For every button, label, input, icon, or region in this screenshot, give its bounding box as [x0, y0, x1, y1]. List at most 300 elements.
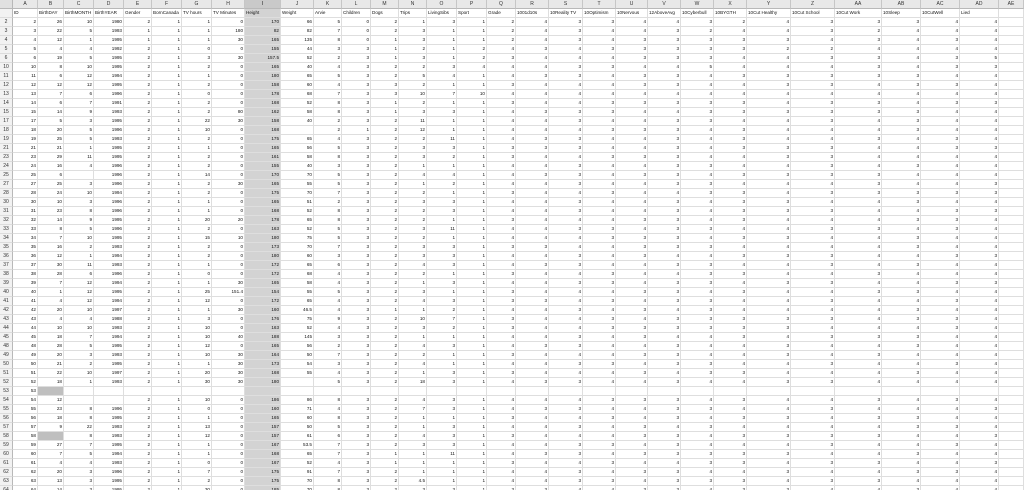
data-cell[interactable]: 1: [152, 135, 182, 144]
data-cell[interactable]: 3: [342, 54, 371, 63]
data-cell[interactable]: 8: [314, 414, 342, 423]
data-cell[interactable]: 3: [714, 477, 747, 486]
data-cell[interactable]: 2: [124, 450, 152, 459]
data-cell[interactable]: 1: [457, 441, 487, 450]
data-cell[interactable]: 3: [835, 135, 882, 144]
data-cell[interactable]: 3: [835, 459, 882, 468]
data-cell[interactable]: 4: [616, 315, 648, 324]
data-cell[interactable]: 33: [13, 225, 38, 234]
data-cell[interactable]: [999, 27, 1024, 36]
data-cell[interactable]: 3: [648, 126, 681, 135]
data-cell[interactable]: 4: [921, 477, 960, 486]
data-cell[interactable]: 4: [549, 45, 583, 54]
data-cell[interactable]: 4: [714, 297, 747, 306]
data-cell[interactable]: 3: [960, 207, 999, 216]
row-header[interactable]: 19: [0, 135, 13, 144]
data-cell[interactable]: 4: [835, 153, 882, 162]
data-cell[interactable]: 30: [212, 351, 245, 360]
data-cell[interactable]: 4: [583, 135, 616, 144]
data-cell[interactable]: 3: [648, 144, 681, 153]
data-cell[interactable]: 3: [882, 306, 921, 315]
data-cell[interactable]: [999, 369, 1024, 378]
data-cell[interactable]: 1: [399, 162, 427, 171]
data-cell[interactable]: 3: [342, 333, 371, 342]
data-cell[interactable]: 4: [714, 423, 747, 432]
data-cell[interactable]: 2: [399, 63, 427, 72]
data-cell[interactable]: 3: [791, 72, 835, 81]
data-cell[interactable]: 4: [616, 441, 648, 450]
data-cell[interactable]: 167: [245, 441, 281, 450]
data-cell[interactable]: 18: [399, 378, 427, 387]
data-cell[interactable]: 1: [457, 342, 487, 351]
data-cell[interactable]: 2: [371, 216, 399, 225]
data-cell[interactable]: 2: [64, 243, 94, 252]
data-cell[interactable]: 1: [427, 216, 457, 225]
data-cell[interactable]: 3: [616, 36, 648, 45]
data-cell[interactable]: 3: [549, 468, 583, 477]
data-cell[interactable]: 1: [457, 27, 487, 36]
data-cell[interactable]: 3: [342, 234, 371, 243]
data-cell[interactable]: 3: [747, 432, 791, 441]
data-cell[interactable]: 3: [648, 378, 681, 387]
data-cell[interactable]: 2: [124, 369, 152, 378]
data-cell[interactable]: 4: [714, 378, 747, 387]
data-cell[interactable]: 4: [714, 243, 747, 252]
data-cell[interactable]: 7: [314, 351, 342, 360]
data-cell[interactable]: 10: [38, 324, 64, 333]
data-cell[interactable]: 4: [616, 342, 648, 351]
data-cell[interactable]: 2: [124, 144, 152, 153]
data-cell[interactable]: 3: [427, 369, 457, 378]
data-cell[interactable]: 3: [648, 486, 681, 490]
data-cell[interactable]: 1: [457, 414, 487, 423]
data-cell[interactable]: 4: [882, 45, 921, 54]
data-cell[interactable]: 1995: [94, 63, 124, 72]
data-cell[interactable]: 30: [212, 306, 245, 315]
data-cell[interactable]: 1: [399, 333, 427, 342]
data-cell[interactable]: 65: [281, 72, 314, 81]
data-cell[interactable]: 4: [882, 144, 921, 153]
data-cell[interactable]: 3: [835, 99, 882, 108]
data-cell[interactable]: 8: [64, 414, 94, 423]
data-cell[interactable]: 82: [245, 27, 281, 36]
data-cell[interactable]: 2: [371, 18, 399, 27]
data-cell[interactable]: 61: [13, 459, 38, 468]
data-cell[interactable]: 4: [516, 252, 549, 261]
data-cell[interactable]: 5: [314, 180, 342, 189]
data-cell[interactable]: 3: [747, 207, 791, 216]
data-cell[interactable]: 3: [13, 27, 38, 36]
data-cell[interactable]: [999, 171, 1024, 180]
data-cell[interactable]: 50: [281, 351, 314, 360]
data-cell[interactable]: 3: [648, 225, 681, 234]
data-cell[interactable]: 1: [152, 99, 182, 108]
data-cell[interactable]: [999, 216, 1024, 225]
data-cell[interactable]: 4: [960, 450, 999, 459]
data-cell[interactable]: 1993: [94, 423, 124, 432]
row-header[interactable]: 50: [0, 360, 13, 369]
data-cell[interactable]: 4: [882, 27, 921, 36]
data-cell[interactable]: 16: [38, 162, 64, 171]
data-cell[interactable]: 3: [583, 477, 616, 486]
data-cell[interactable]: 4: [681, 216, 714, 225]
data-cell[interactable]: 3: [549, 279, 583, 288]
data-cell[interactable]: 3: [681, 459, 714, 468]
column-header-r[interactable]: R: [516, 0, 549, 9]
data-cell[interactable]: 30: [212, 369, 245, 378]
data-cell[interactable]: 4: [487, 468, 516, 477]
field-header-cell[interactable]: ID: [13, 9, 38, 18]
data-cell[interactable]: 3: [648, 396, 681, 405]
data-cell[interactable]: 1: [182, 144, 212, 153]
data-cell[interactable]: 1: [64, 144, 94, 153]
data-cell[interactable]: 3: [791, 18, 835, 27]
data-cell[interactable]: 1993: [94, 135, 124, 144]
data-cell[interactable]: 3: [616, 423, 648, 432]
data-cell[interactable]: 4: [64, 315, 94, 324]
data-cell[interactable]: 15: [13, 108, 38, 117]
data-cell[interactable]: 4: [516, 396, 549, 405]
row-header[interactable]: 52: [0, 378, 13, 387]
data-cell[interactable]: 2: [124, 18, 152, 27]
data-cell[interactable]: 18: [38, 414, 64, 423]
data-cell[interactable]: 1: [457, 117, 487, 126]
data-cell[interactable]: 1: [152, 369, 182, 378]
data-cell[interactable]: 1: [152, 468, 182, 477]
data-cell[interactable]: 175: [245, 135, 281, 144]
data-cell[interactable]: 165: [245, 414, 281, 423]
data-cell[interactable]: 1995: [94, 153, 124, 162]
data-cell[interactable]: 3: [747, 351, 791, 360]
data-cell[interactable]: 2: [182, 99, 212, 108]
column-header-y[interactable]: Y: [747, 0, 791, 9]
data-cell[interactable]: 4: [882, 297, 921, 306]
data-cell[interactable]: 1: [457, 162, 487, 171]
data-cell[interactable]: 5: [681, 63, 714, 72]
data-cell[interactable]: 4: [921, 108, 960, 117]
data-cell[interactable]: 1: [427, 27, 457, 36]
data-cell[interactable]: 4: [516, 225, 549, 234]
data-cell[interactable]: 2: [182, 63, 212, 72]
data-cell[interactable]: 3: [516, 486, 549, 490]
data-cell[interactable]: 1: [457, 270, 487, 279]
data-cell[interactable]: 4: [791, 216, 835, 225]
data-cell[interactable]: 4: [921, 261, 960, 270]
data-cell[interactable]: 75: [281, 234, 314, 243]
data-cell[interactable]: 2: [399, 189, 427, 198]
data-cell[interactable]: 0: [212, 396, 245, 405]
data-cell[interactable]: 1: [399, 306, 427, 315]
data-cell[interactable]: 2: [124, 414, 152, 423]
data-cell[interactable]: 1: [152, 162, 182, 171]
data-cell[interactable]: 3: [182, 54, 212, 63]
data-cell[interactable]: 1: [427, 414, 457, 423]
field-header-cell[interactable]: Height: [245, 9, 281, 18]
data-cell[interactable]: 4: [747, 135, 791, 144]
data-cell[interactable]: 3: [960, 432, 999, 441]
data-cell[interactable]: 20: [182, 369, 212, 378]
data-cell[interactable]: 3: [64, 198, 94, 207]
data-cell[interactable]: 5: [314, 234, 342, 243]
data-cell[interactable]: 1: [152, 441, 182, 450]
data-cell[interactable]: 3: [714, 189, 747, 198]
data-cell[interactable]: 4: [516, 459, 549, 468]
data-cell[interactable]: 4: [921, 486, 960, 490]
data-cell[interactable]: 3: [747, 153, 791, 162]
data-cell[interactable]: 172: [245, 261, 281, 270]
data-cell[interactable]: 4: [835, 324, 882, 333]
data-cell[interactable]: 2: [371, 432, 399, 441]
data-cell[interactable]: 3: [516, 243, 549, 252]
data-cell[interactable]: 3: [648, 261, 681, 270]
data-cell[interactable]: 3: [835, 333, 882, 342]
data-cell[interactable]: 4: [835, 279, 882, 288]
data-cell[interactable]: 28: [38, 270, 64, 279]
data-cell[interactable]: 4: [516, 270, 549, 279]
data-cell[interactable]: [999, 99, 1024, 108]
data-cell[interactable]: 4: [549, 54, 583, 63]
data-cell[interactable]: [999, 279, 1024, 288]
data-cell[interactable]: 4: [791, 342, 835, 351]
row-header[interactable]: 60: [0, 450, 13, 459]
data-cell[interactable]: 2: [399, 216, 427, 225]
data-cell[interactable]: 1: [427, 468, 457, 477]
data-cell[interactable]: 4: [681, 432, 714, 441]
data-cell[interactable]: 1996: [94, 225, 124, 234]
data-cell[interactable]: 3: [549, 18, 583, 27]
data-cell[interactable]: 2: [124, 378, 152, 387]
data-cell[interactable]: 1: [457, 324, 487, 333]
data-cell[interactable]: 2: [835, 27, 882, 36]
data-cell[interactable]: 2: [371, 144, 399, 153]
data-cell[interactable]: 3: [681, 36, 714, 45]
data-cell[interactable]: 3: [342, 324, 371, 333]
data-cell[interactable]: 4: [835, 468, 882, 477]
data-cell[interactable]: 3: [882, 243, 921, 252]
data-cell[interactable]: 10: [64, 18, 94, 27]
data-cell[interactable]: 7: [314, 468, 342, 477]
data-cell[interactable]: 1994: [94, 297, 124, 306]
data-cell[interactable]: 3: [549, 405, 583, 414]
data-cell[interactable]: 1: [124, 36, 152, 45]
data-cell[interactable]: 4: [487, 396, 516, 405]
data-cell[interactable]: 49: [13, 351, 38, 360]
data-cell[interactable]: 4: [648, 306, 681, 315]
data-cell[interactable]: 5: [13, 45, 38, 54]
data-cell[interactable]: 4: [960, 234, 999, 243]
data-cell[interactable]: [38, 387, 64, 396]
data-cell[interactable]: 4: [882, 378, 921, 387]
data-cell[interactable]: 61: [281, 432, 314, 441]
data-cell[interactable]: 1995: [94, 486, 124, 490]
data-cell[interactable]: 4: [616, 27, 648, 36]
data-cell[interactable]: 0: [342, 18, 371, 27]
data-cell[interactable]: [999, 486, 1024, 490]
data-cell[interactable]: 2: [182, 243, 212, 252]
data-cell[interactable]: [999, 270, 1024, 279]
data-cell[interactable]: 41: [13, 297, 38, 306]
data-cell[interactable]: 58: [281, 108, 314, 117]
row-header[interactable]: 18: [0, 126, 13, 135]
data-cell[interactable]: 18: [38, 378, 64, 387]
data-cell[interactable]: 3: [487, 243, 516, 252]
data-cell[interactable]: 3: [791, 252, 835, 261]
data-cell[interactable]: 1: [182, 450, 212, 459]
data-cell[interactable]: 3: [427, 441, 457, 450]
data-cell[interactable]: 1: [371, 306, 399, 315]
data-cell[interactable]: 3: [314, 360, 342, 369]
data-cell[interactable]: 4: [835, 81, 882, 90]
data-cell[interactable]: 2: [427, 180, 457, 189]
data-cell[interactable]: 4: [516, 477, 549, 486]
data-cell[interactable]: 2: [124, 279, 152, 288]
data-cell[interactable]: 3: [342, 99, 371, 108]
data-cell[interactable]: 3: [921, 396, 960, 405]
data-cell[interactable]: 7: [38, 90, 64, 99]
row-header[interactable]: 23: [0, 153, 13, 162]
data-cell[interactable]: 1: [457, 405, 487, 414]
data-cell[interactable]: 0: [182, 45, 212, 54]
data-cell[interactable]: 52: [281, 54, 314, 63]
data-cell[interactable]: 2: [399, 234, 427, 243]
data-cell[interactable]: 4: [583, 72, 616, 81]
data-cell[interactable]: 3: [648, 432, 681, 441]
data-cell[interactable]: 4: [791, 270, 835, 279]
data-cell[interactable]: 4: [616, 378, 648, 387]
data-cell[interactable]: 1993: [94, 243, 124, 252]
data-cell[interactable]: 1: [152, 450, 182, 459]
data-cell[interactable]: 4: [516, 216, 549, 225]
data-cell[interactable]: 70: [281, 486, 314, 490]
data-cell[interactable]: 10: [399, 315, 427, 324]
row-header[interactable]: 28: [0, 189, 13, 198]
data-cell[interactable]: [999, 135, 1024, 144]
data-cell[interactable]: 5: [314, 171, 342, 180]
data-cell[interactable]: 1: [457, 423, 487, 432]
data-cell[interactable]: 30: [212, 117, 245, 126]
data-cell[interactable]: 3: [681, 243, 714, 252]
data-cell[interactable]: 30: [212, 36, 245, 45]
data-cell[interactable]: 0: [212, 297, 245, 306]
data-cell[interactable]: 4: [882, 360, 921, 369]
data-cell[interactable]: 5: [38, 117, 64, 126]
data-cell[interactable]: 4: [921, 72, 960, 81]
data-cell[interactable]: 2: [124, 432, 152, 441]
data-cell[interactable]: 3: [399, 288, 427, 297]
data-cell[interactable]: [999, 36, 1024, 45]
data-cell[interactable]: 63: [13, 477, 38, 486]
data-cell[interactable]: 0: [212, 414, 245, 423]
data-cell[interactable]: 4: [399, 342, 427, 351]
data-cell[interactable]: 185: [245, 486, 281, 490]
data-cell[interactable]: [999, 261, 1024, 270]
data-cell[interactable]: 71: [281, 405, 314, 414]
data-cell[interactable]: 0: [212, 270, 245, 279]
data-cell[interactable]: 1996: [94, 90, 124, 99]
data-cell[interactable]: 4: [960, 369, 999, 378]
data-cell[interactable]: 3: [549, 171, 583, 180]
row-header[interactable]: 59: [0, 441, 13, 450]
data-cell[interactable]: [342, 387, 371, 396]
data-cell[interactable]: 3: [342, 198, 371, 207]
data-cell[interactable]: 1993: [94, 27, 124, 36]
data-cell[interactable]: 173: [245, 243, 281, 252]
data-cell[interactable]: 4: [516, 369, 549, 378]
data-cell[interactable]: 4: [882, 459, 921, 468]
data-cell[interactable]: [999, 288, 1024, 297]
data-cell[interactable]: 3: [648, 171, 681, 180]
data-cell[interactable]: 3: [616, 126, 648, 135]
data-cell[interactable]: 1993: [94, 261, 124, 270]
data-cell[interactable]: 2: [371, 126, 399, 135]
data-cell[interactable]: [999, 306, 1024, 315]
data-cell[interactable]: 3: [921, 297, 960, 306]
data-cell[interactable]: 4: [583, 162, 616, 171]
data-cell[interactable]: 4: [835, 486, 882, 490]
data-cell[interactable]: 12: [182, 432, 212, 441]
data-cell[interactable]: 4: [681, 90, 714, 99]
data-cell[interactable]: 4: [583, 306, 616, 315]
data-cell[interactable]: 3: [342, 225, 371, 234]
data-cell[interactable]: 30: [212, 360, 245, 369]
data-cell[interactable]: 2: [371, 441, 399, 450]
data-cell[interactable]: [281, 378, 314, 387]
data-cell[interactable]: 2: [124, 468, 152, 477]
data-cell[interactable]: 3: [681, 99, 714, 108]
data-cell[interactable]: 4: [747, 117, 791, 126]
data-cell[interactable]: [999, 108, 1024, 117]
data-cell[interactable]: 38: [13, 270, 38, 279]
data-cell[interactable]: 4: [487, 135, 516, 144]
data-cell[interactable]: 0: [342, 36, 371, 45]
data-cell[interactable]: 3: [616, 450, 648, 459]
data-cell[interactable]: 4: [882, 63, 921, 72]
data-cell[interactable]: 1996: [94, 468, 124, 477]
data-cell[interactable]: 4: [681, 288, 714, 297]
data-cell[interactable]: 4: [882, 252, 921, 261]
data-cell[interactable]: 4: [960, 216, 999, 225]
data-cell[interactable]: 1995: [94, 441, 124, 450]
data-cell[interactable]: 4: [835, 45, 882, 54]
data-cell[interactable]: 4: [747, 261, 791, 270]
data-cell[interactable]: 0: [212, 324, 245, 333]
data-cell[interactable]: 2: [182, 252, 212, 261]
data-cell[interactable]: 4: [314, 306, 342, 315]
data-cell[interactable]: 3: [342, 378, 371, 387]
data-cell[interactable]: 3: [648, 198, 681, 207]
data-cell[interactable]: 4: [921, 369, 960, 378]
data-cell[interactable]: 3: [882, 414, 921, 423]
row-header[interactable]: 48: [0, 342, 13, 351]
data-cell[interactable]: 4: [516, 153, 549, 162]
data-cell[interactable]: 4: [747, 90, 791, 99]
data-cell[interactable]: 7: [64, 441, 94, 450]
data-cell[interactable]: 3: [371, 81, 399, 90]
data-cell[interactable]: 3: [549, 360, 583, 369]
data-cell[interactable]: 0: [212, 153, 245, 162]
data-cell[interactable]: 2: [314, 198, 342, 207]
data-cell[interactable]: 4: [516, 423, 549, 432]
data-cell[interactable]: 3: [583, 189, 616, 198]
column-header-w[interactable]: W: [681, 0, 714, 9]
data-cell[interactable]: 4: [583, 432, 616, 441]
data-cell[interactable]: 1: [152, 351, 182, 360]
data-cell[interactable]: 1: [152, 423, 182, 432]
data-cell[interactable]: 1: [457, 108, 487, 117]
data-cell[interactable]: 1: [399, 459, 427, 468]
data-cell[interactable]: 10: [457, 90, 487, 99]
data-cell[interactable]: 2: [747, 45, 791, 54]
